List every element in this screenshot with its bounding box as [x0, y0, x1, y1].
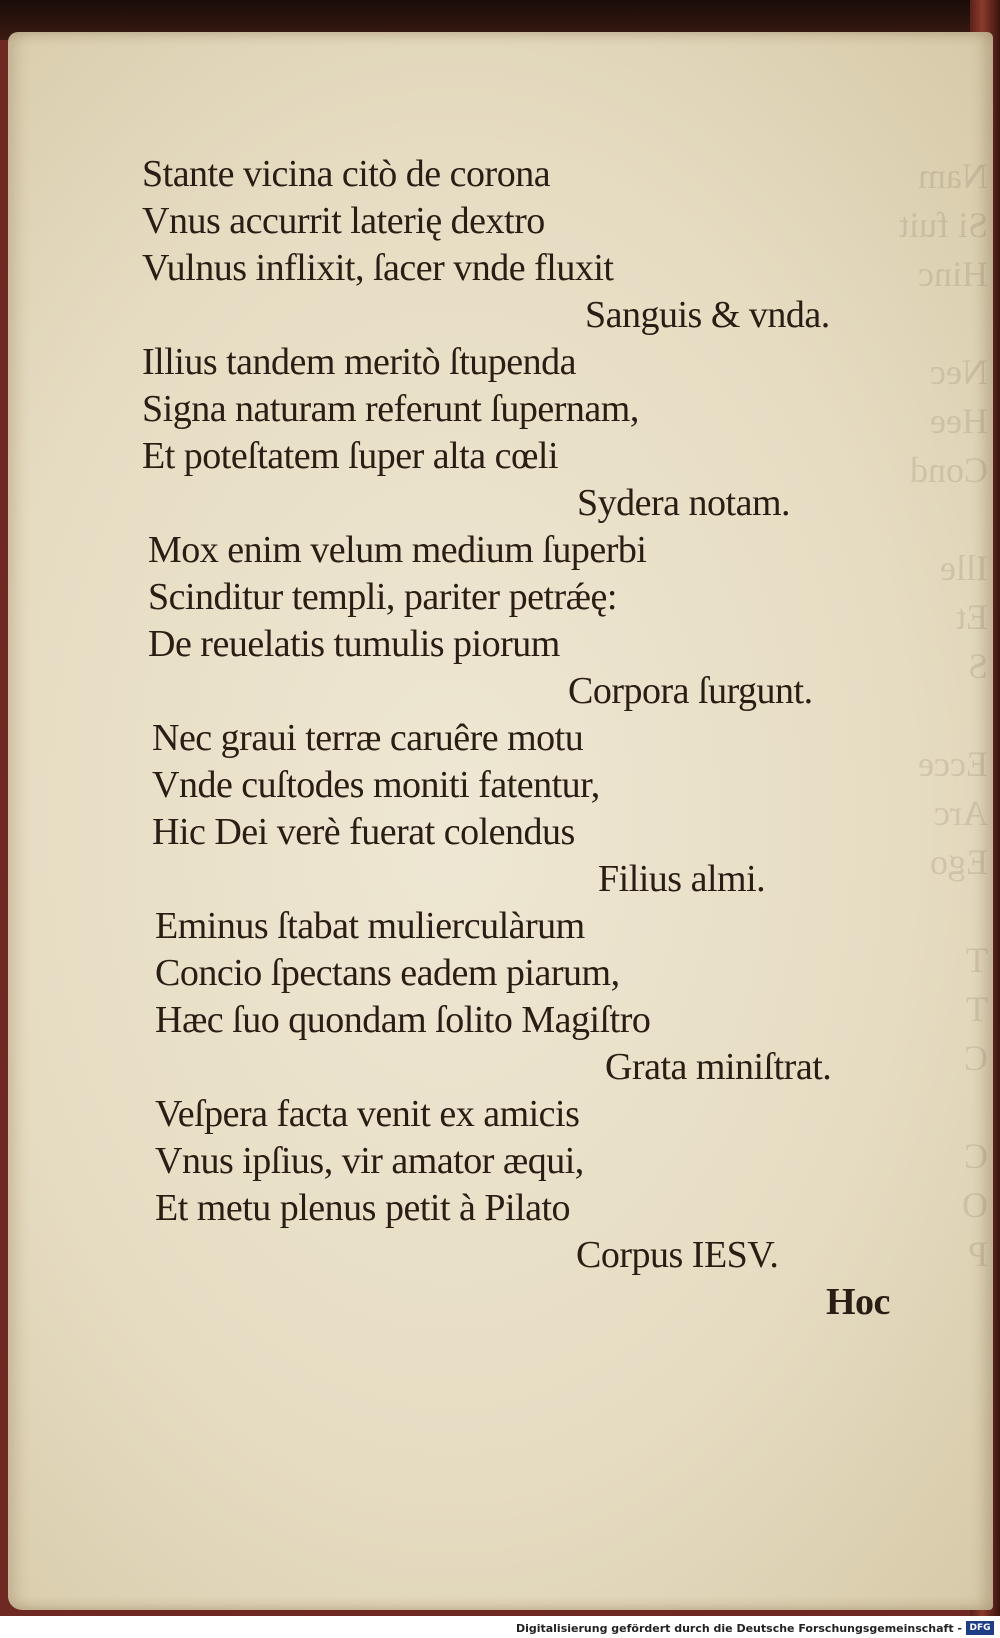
- bleed-line: Nam: [918, 156, 988, 196]
- bleed-line: Arc: [934, 793, 988, 833]
- bleed-line: T: [966, 989, 988, 1029]
- verse-line: Veſpera facta venit ex amicis: [155, 1093, 580, 1135]
- bleed-line: Ecce: [918, 744, 988, 784]
- verse-refrain: Corpora ſurgunt.: [568, 670, 813, 712]
- verse-line: Hæc ſuo quondam ſolito Magiſtro: [155, 999, 651, 1041]
- bleed-line: Hee: [930, 401, 988, 441]
- verse-line: Stante vicina citò de corona: [142, 153, 551, 195]
- verse-line: Concio ſpectans eadem piarum,: [155, 952, 620, 994]
- verse-line: Vnus ipſius, vir amator æqui,: [155, 1140, 584, 1182]
- verse-refrain: Sydera notam.: [577, 482, 791, 524]
- digitization-footer: [0, 1616, 1000, 1638]
- bleed-line: Si fuit: [898, 205, 988, 245]
- bleed-line: Nec: [930, 352, 988, 392]
- verse-line: Hic Dei verè fuerat colendus: [152, 811, 575, 853]
- verse-line: Vnus accurrit laterię dextro: [142, 200, 545, 242]
- bleed-line: Hinc: [918, 254, 988, 294]
- bleed-line: C: [963, 1136, 988, 1176]
- dfg-logo: DFG: [966, 1621, 994, 1635]
- verse-line: Mox enim velum medium ſuperbi: [148, 529, 647, 571]
- bleed-line: Ego: [930, 842, 988, 882]
- bleed-line: Ille: [940, 548, 988, 588]
- verse-refrain: Sanguis & vnda.: [585, 294, 830, 336]
- verse-line: Vulnus inflixit, ſacer vnde fluxit: [142, 247, 614, 289]
- funding-credit: Digitalisierung gefördert durch die Deutsche Forschungsgemeinschaft -: [515, 1622, 962, 1635]
- bleed-line: Et: [956, 597, 988, 637]
- catchword: Hoc: [826, 1281, 890, 1323]
- verse-line: Vnde cuſtodes moniti fatentur,: [152, 764, 600, 806]
- bleed-line: T: [966, 940, 988, 980]
- verse-line: Et poteſtatem ſuper alta cœli: [142, 435, 559, 477]
- verse-refrain: Filius almi.: [598, 858, 766, 900]
- bleed-line: Cond: [909, 450, 988, 490]
- verse-line: De reuelatis tumulis piorum: [148, 623, 560, 665]
- verse-refrain: Corpus IESV.: [576, 1234, 779, 1276]
- verse-line: Eminus ſtabat mulierculàrum: [155, 905, 585, 947]
- verse-line: Nec graui terræ caruêre motu: [152, 717, 584, 759]
- bleed-line: P: [967, 1234, 988, 1274]
- verse-line: Illius tandem meritò ſtupenda: [142, 341, 577, 383]
- verse-line: Et metu plenus petit à Pilato: [155, 1187, 571, 1229]
- verse-line: Signa naturam referunt ſupernam,: [142, 388, 639, 430]
- verse-line: Scinditur templi, pariter petrǽę:: [148, 576, 617, 618]
- bleed-line: S: [967, 646, 988, 686]
- bleed-line: O: [962, 1185, 988, 1225]
- bleed-line: C: [963, 1038, 988, 1078]
- verse-refrain: Grata miniſtrat.: [605, 1046, 832, 1088]
